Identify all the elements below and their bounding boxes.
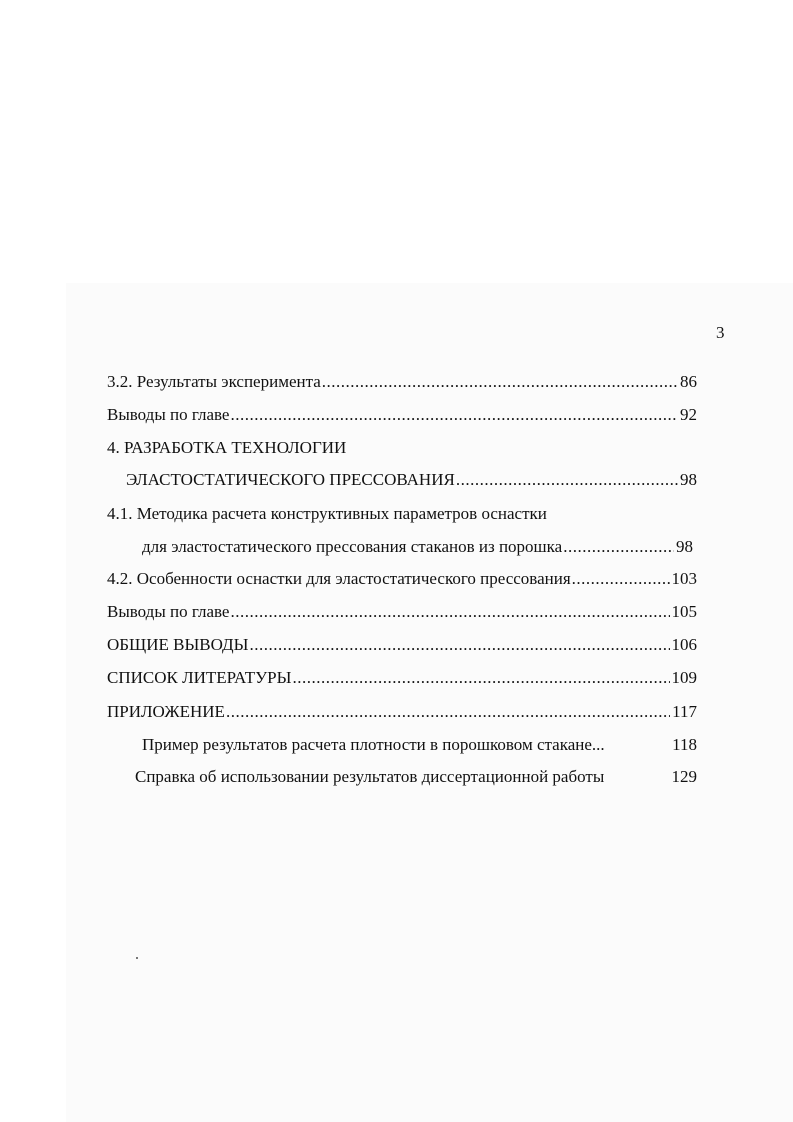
toc-entry-page: 117 <box>672 702 697 721</box>
toc-entry <box>142 734 697 756</box>
toc-section-heading <box>107 503 697 525</box>
toc-entry-page: 105 <box>671 602 697 621</box>
toc-leader <box>230 404 678 426</box>
toc-entry-title: 3.2. Результаты эксперимента <box>107 372 321 391</box>
page-number: 3 <box>716 323 725 342</box>
toc-entry <box>107 701 697 723</box>
toc-entry-title: 4.1. Методика расчета конструктивных параметров оснастки <box>107 504 547 523</box>
toc-leader <box>563 536 674 558</box>
toc-chapter-heading <box>107 437 697 459</box>
toc-entry-title: СПИСОК ЛИТЕРАТУРЫ <box>107 668 292 687</box>
toc-entry-page: 106 <box>671 635 697 654</box>
toc-leader <box>572 568 670 590</box>
toc-entry <box>107 404 697 426</box>
toc-entry <box>107 371 697 393</box>
toc-entry <box>142 536 693 558</box>
toc-entry-title: для эластостатического прессования стаканов из порошка <box>142 537 563 556</box>
toc-leader <box>456 469 678 491</box>
toc-entry-title: 4.2. Особенности оснастки для эластостатического прессования <box>107 569 571 588</box>
scan-speck <box>136 957 138 959</box>
toc-leader <box>322 371 678 393</box>
toc-leader <box>226 701 670 723</box>
toc-entry <box>107 634 697 656</box>
toc-entry-page: 86 <box>680 372 697 391</box>
toc-entry-page: 98 <box>676 537 693 556</box>
toc-leader <box>249 634 669 656</box>
toc-entry-title: Справка об использовании результатов диссертационной работы <box>135 767 605 786</box>
toc-entry-page: 118 <box>672 735 697 754</box>
toc-entry-title: ОБЩИЕ ВЫВОДЫ <box>107 635 249 654</box>
toc-entry-page: 92 <box>680 405 697 424</box>
toc-entry-title: Выводы по главе <box>107 405 230 424</box>
toc-leader <box>292 667 669 689</box>
toc-entry <box>107 667 697 689</box>
toc-entry-title: ПРИЛОЖЕНИЕ <box>107 702 225 721</box>
toc-entry-page: 98 <box>680 470 697 489</box>
toc-entry-page: 103 <box>671 569 697 588</box>
toc-entry-title: Выводы по главе <box>107 602 230 621</box>
toc-entry-title: ЭЛАСТОСТАТИЧЕСКОГО ПРЕССОВАНИЯ <box>126 470 455 489</box>
toc-entry-title: Пример результатов расчета плотности в порошковом стакане... <box>142 735 605 754</box>
toc-entry <box>107 568 697 590</box>
toc-entry <box>135 766 697 788</box>
toc-entry <box>126 469 697 491</box>
toc-entry <box>107 601 697 623</box>
toc-leader <box>230 601 669 623</box>
toc-entry-page: 129 <box>671 767 697 786</box>
toc-entry-page: 109 <box>671 668 697 687</box>
toc-entry-title: 4. РАЗРАБОТКА ТЕХНОЛОГИИ <box>107 438 347 457</box>
